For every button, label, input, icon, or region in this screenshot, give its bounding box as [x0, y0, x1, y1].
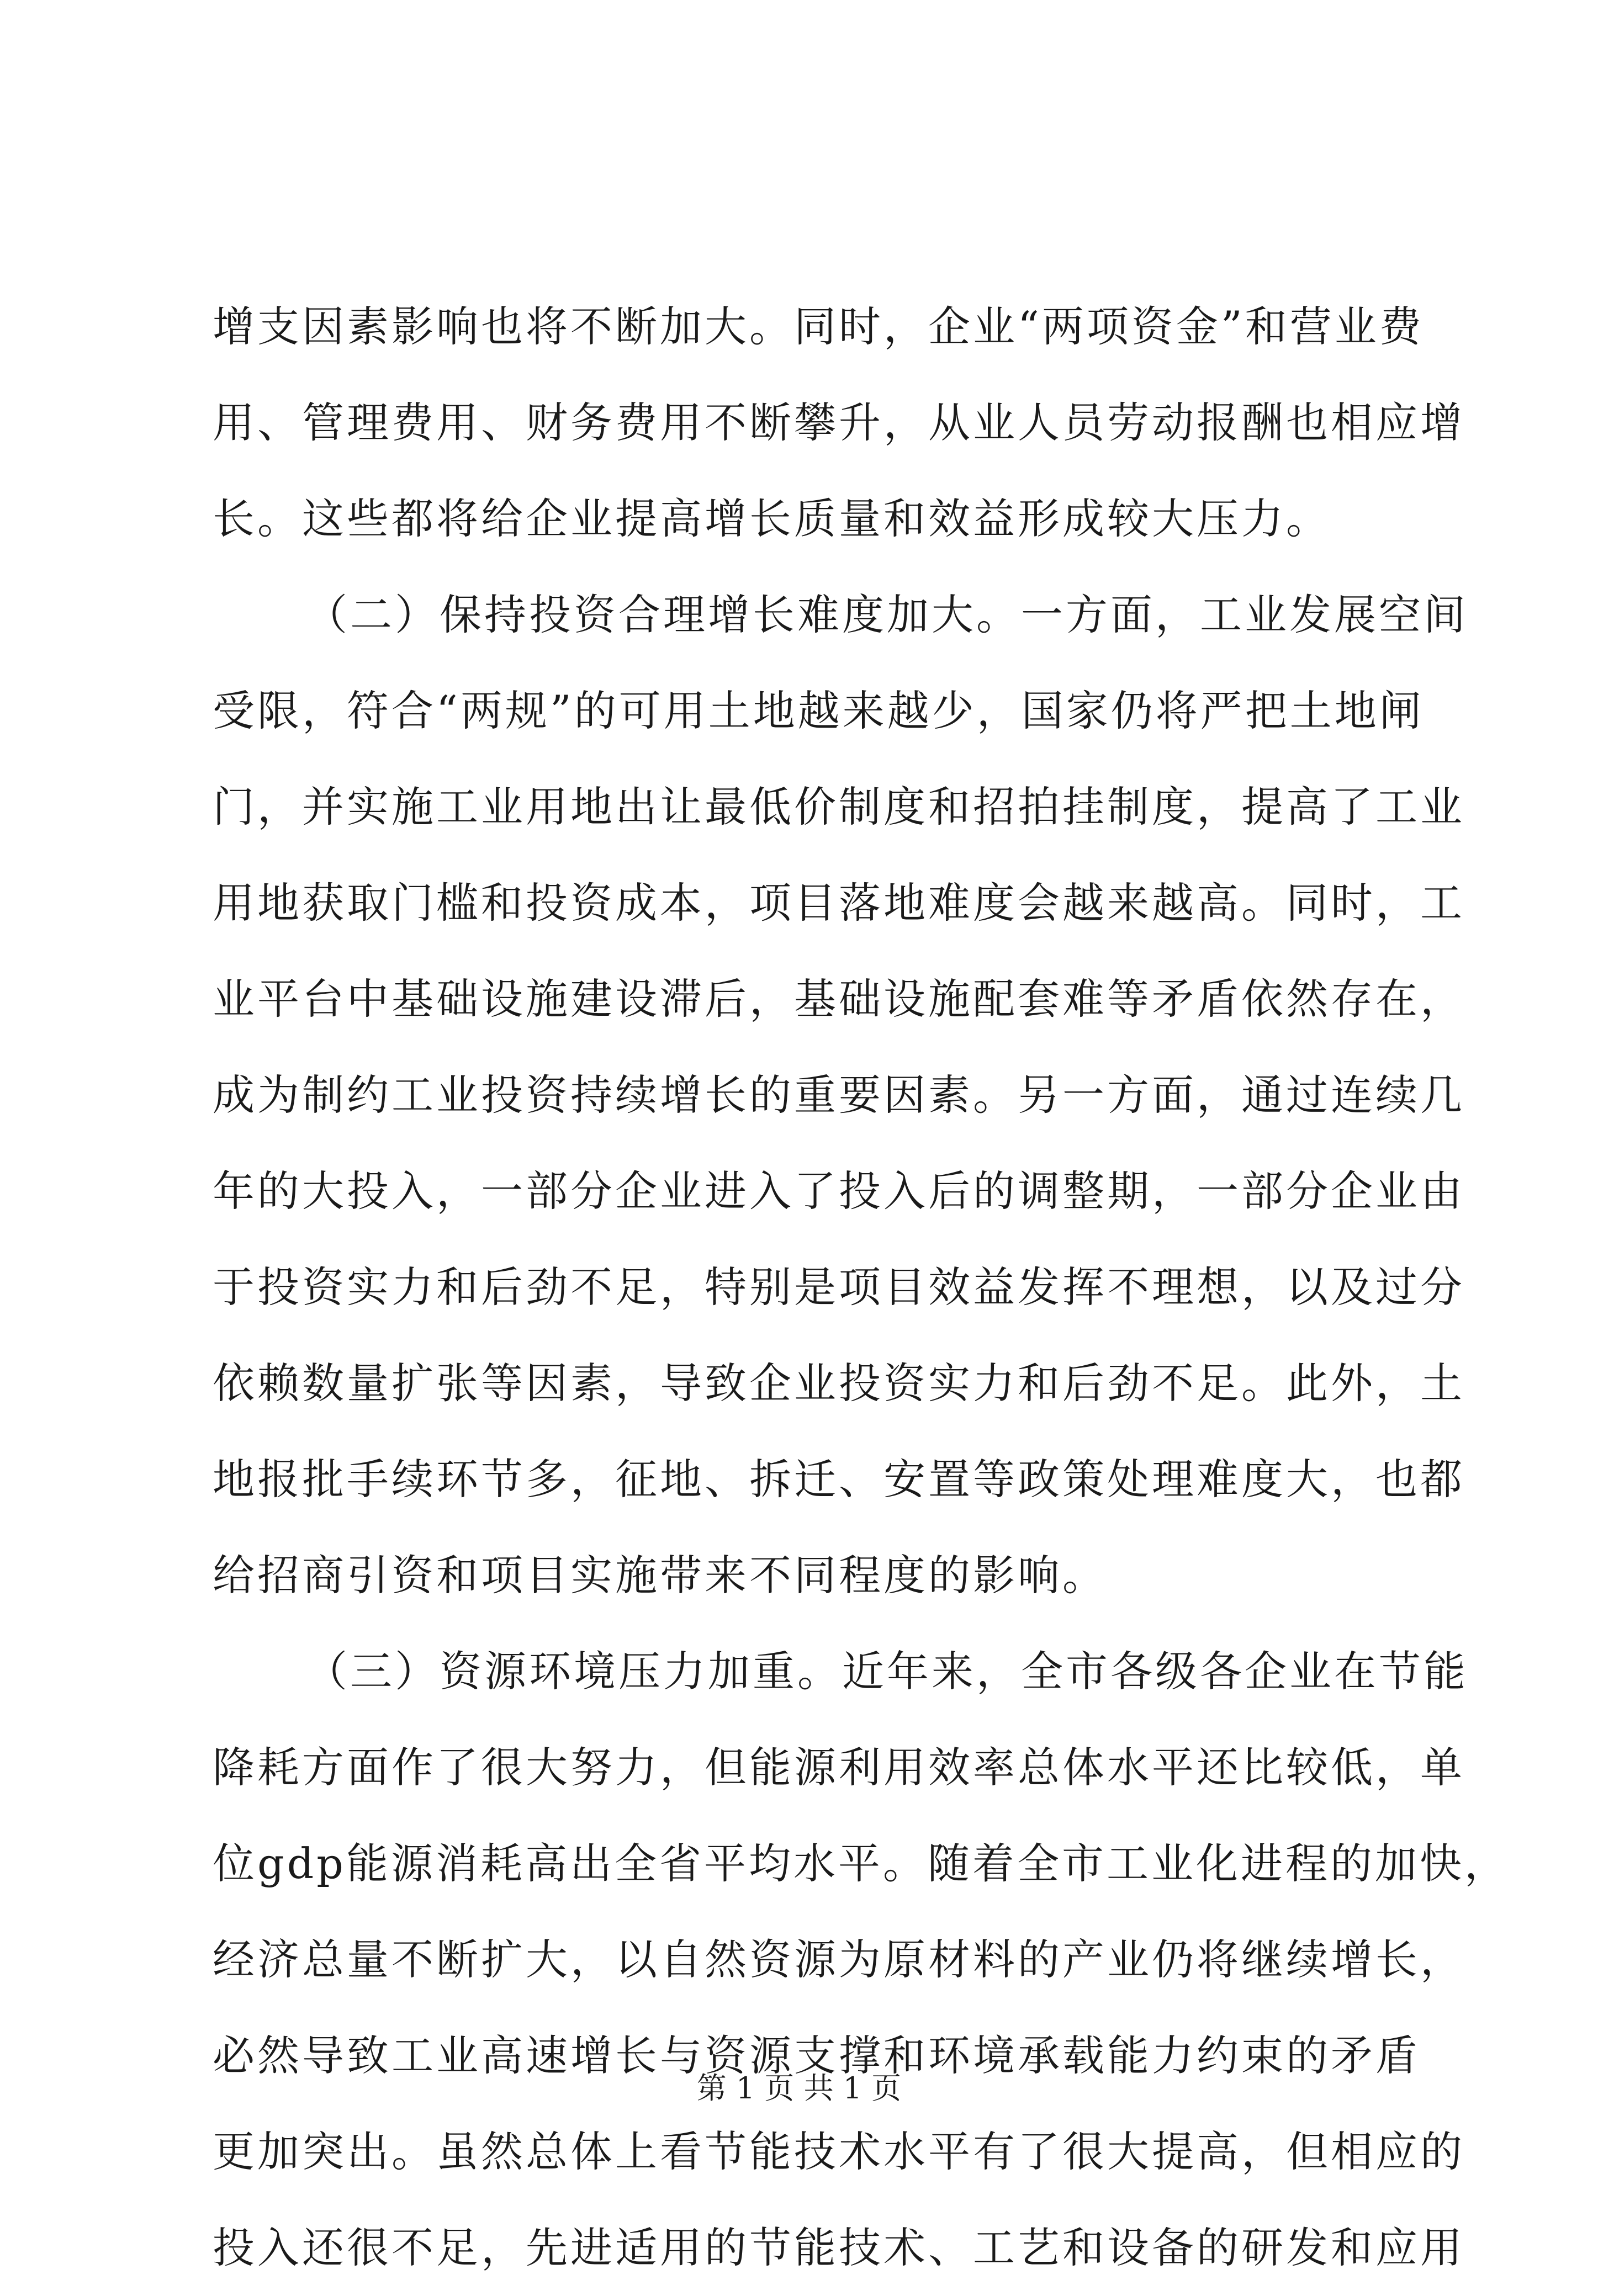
- text-line: 受限，符合“两规”的可用土地越来越少，国家仍将严把土地闸: [213, 686, 1424, 735]
- text-line: 依赖数量扩张等因素，导致企业投资实力和后劲不足。此外，土: [213, 1359, 1465, 1408]
- text-line: 门，并实施工业用地出让最低价制度和招拍挂制度，提高了工业: [213, 782, 1465, 831]
- text-line: 增支因素影响也将不断加大。同时，企业“两项资金”和营业费: [213, 302, 1424, 351]
- text-line: 年的大投入，一部分企业进入了投入后的调整期，一部分企业由: [213, 1166, 1465, 1216]
- text-line: 更加突出。虽然总体上看节能技术水平有了很大提高，但相应的: [213, 2127, 1465, 2176]
- text-line: 位gdp能源消耗高出全省平均水平。随着全市工业化进程的加快，: [213, 1839, 1509, 1888]
- text-line: 给招商引资和项目实施带来不同程度的影响。: [213, 1551, 1107, 1600]
- text-line: 必然导致工业高速增长与资源支撑和环境承载能力约束的矛盾: [213, 2031, 1420, 2080]
- text-line: 成为制约工业投资持续增长的重要因素。另一方面，通过连续几: [213, 1070, 1465, 1120]
- text-line: 用、管理费用、财务费用不断攀升，从业人员劳动报酬也相应增: [213, 398, 1465, 447]
- text-line: 于投资实力和后劲不足，特别是项目效益发挥不理想，以及过分: [213, 1263, 1465, 1312]
- paragraph-heading-line: （三）资源环境压力加重。近年来，全市各级各企业在节能: [305, 1647, 1468, 1696]
- text-line: 降耗方面作了很大努力，但能源利用效率总体水平还比较低，单: [213, 1743, 1465, 1792]
- paragraph-heading-line: （二）保持投资合理增长难度加大。一方面，工业发展空间: [305, 590, 1468, 639]
- text-line: 业平台中基础设施建设滞后，基础设施配套难等矛盾依然存在，: [213, 974, 1465, 1024]
- text-line: 用地获取门槛和投资成本，项目落地难度会越来越高。同时，工: [213, 878, 1465, 927]
- page-number-footer: 第 1 页 共 1 页: [696, 2071, 902, 2106]
- text-line: 投入还很不足，先进适用的节能技术、工艺和设备的研发和应用: [213, 2223, 1465, 2272]
- body-text: [213, 279, 1509, 2296]
- text-line: 长。这些都将给企业提高增长质量和效益形成较大压力。: [213, 494, 1331, 543]
- text-line: 地报批手续环节多，征地、拆迁、安置等政策处理难度大，也都: [213, 1455, 1465, 1504]
- text-line: 经济总量不断扩大，以自然资源为原材料的产业仍将继续增长，: [213, 1935, 1465, 1984]
